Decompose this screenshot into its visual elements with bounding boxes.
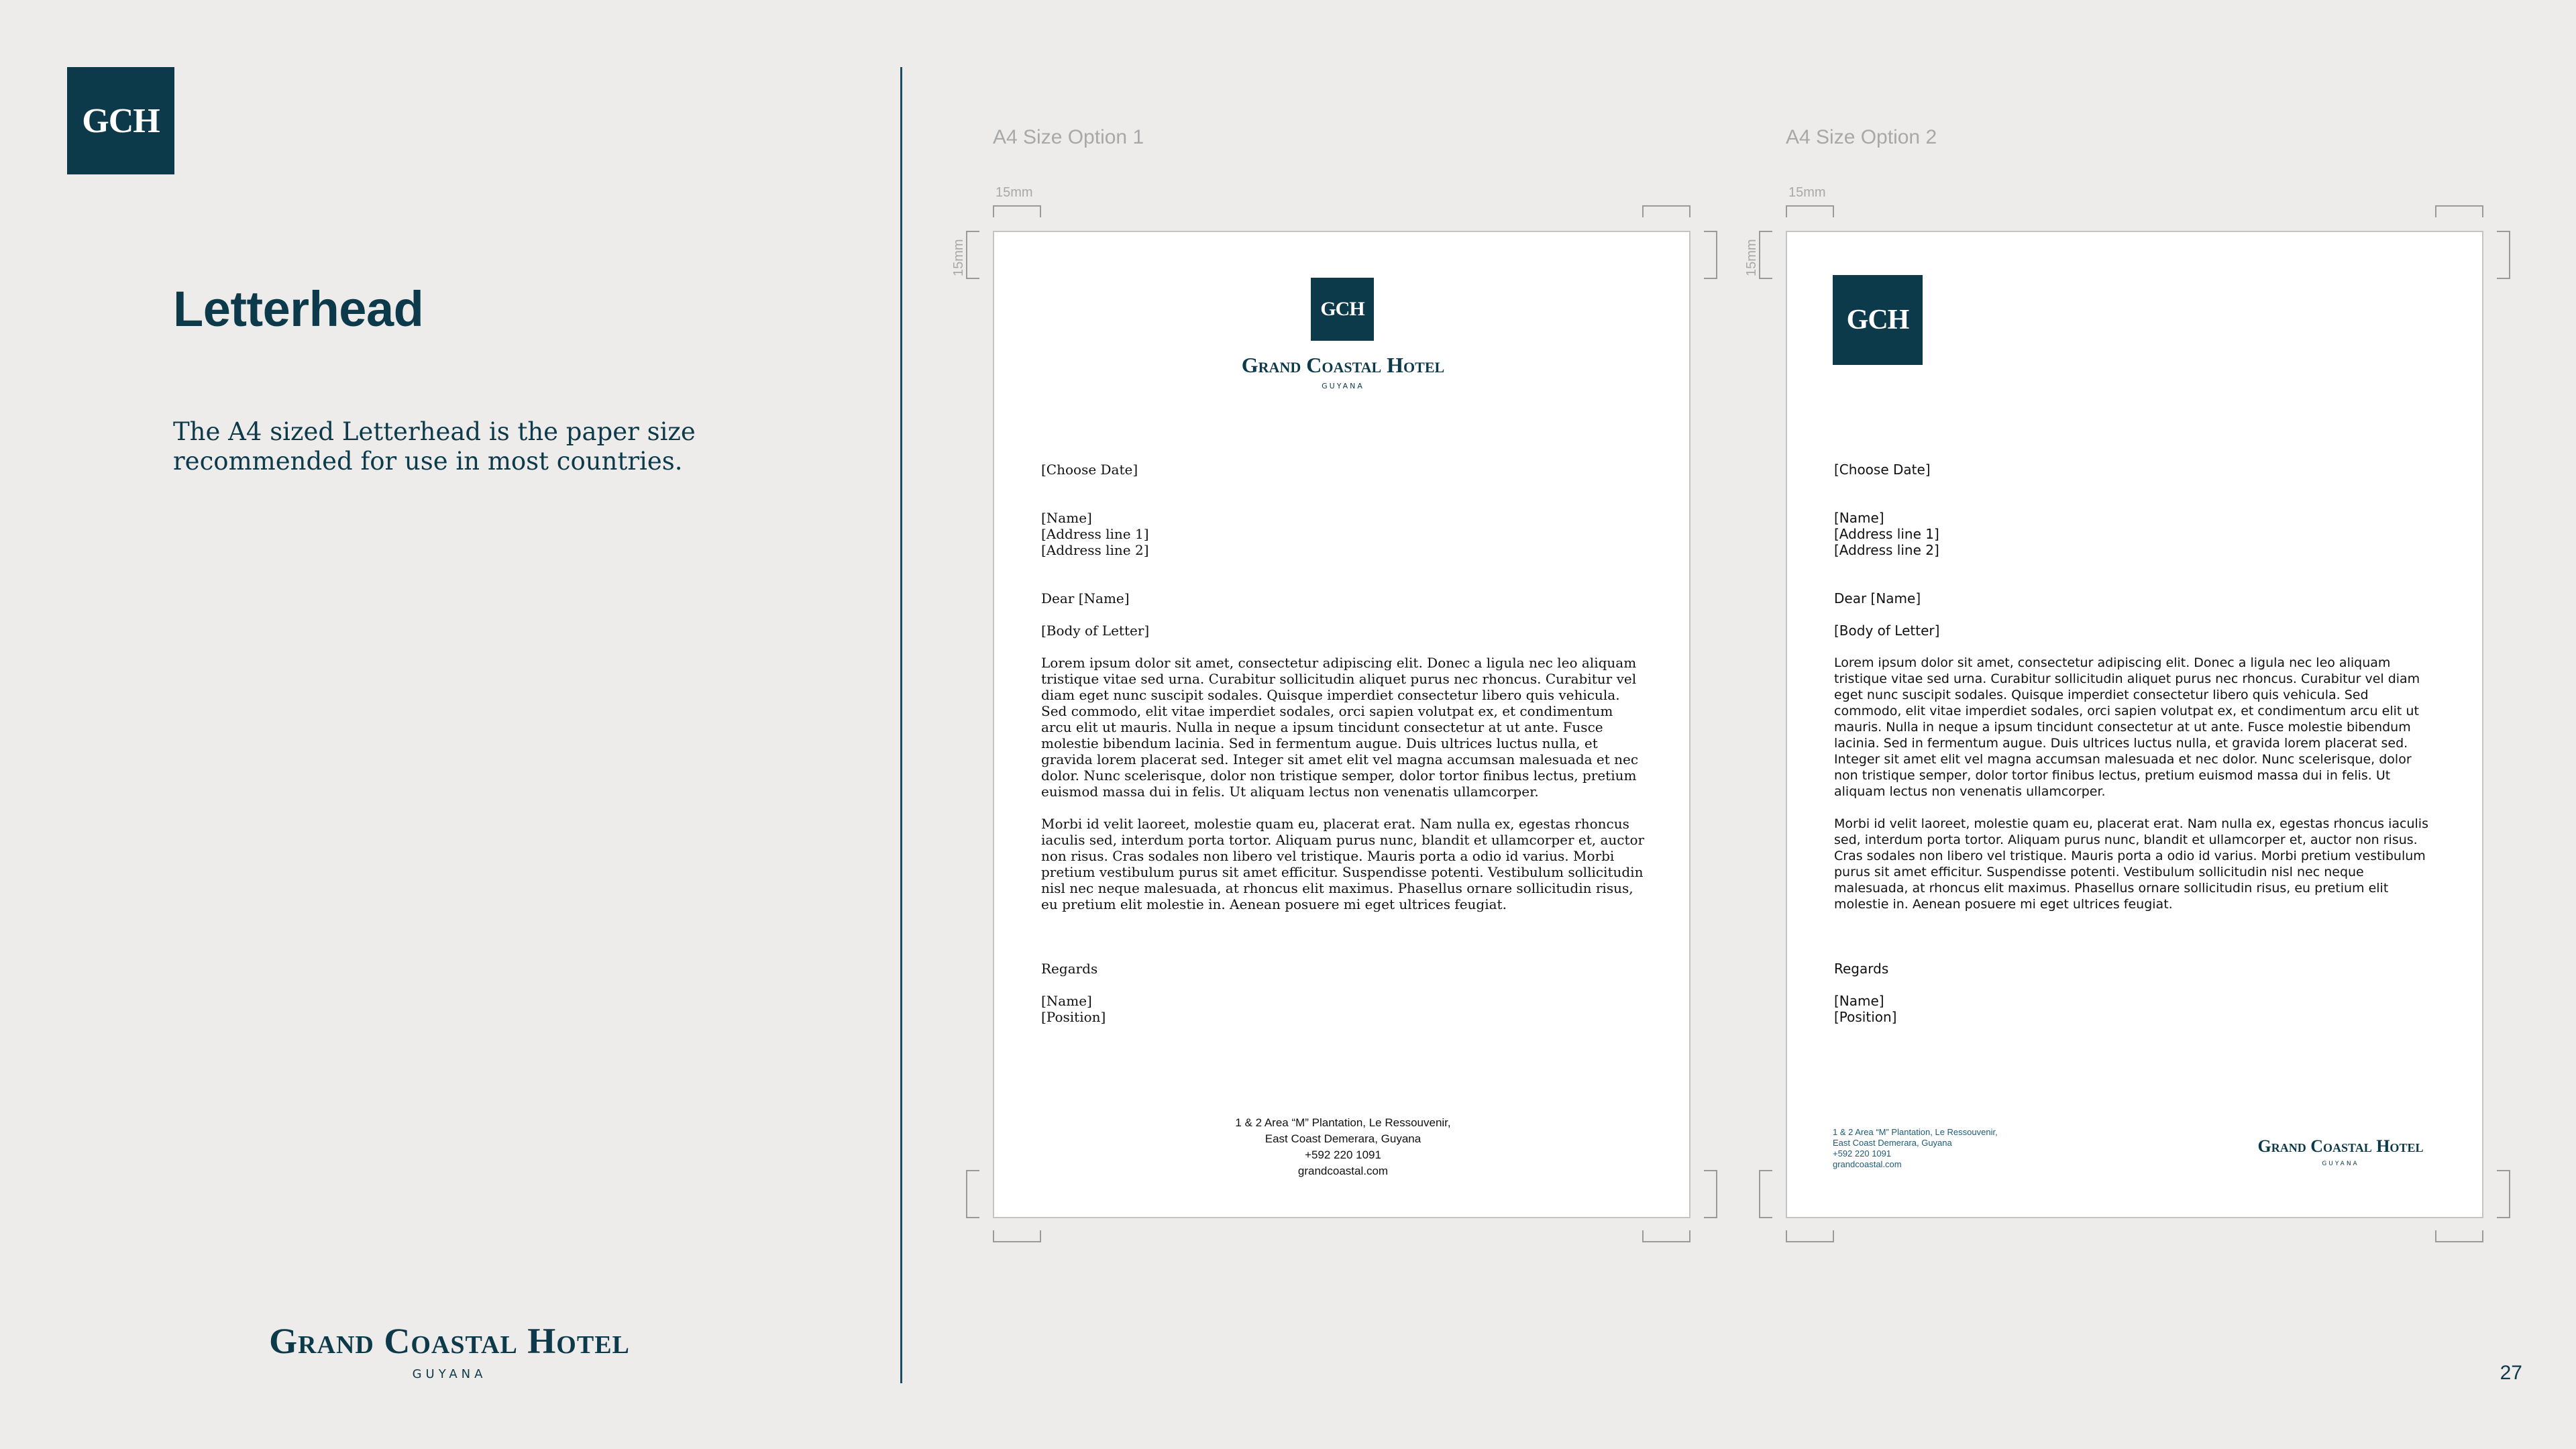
- margin-marker: [2497, 1170, 2510, 1218]
- margin-marker: [966, 231, 979, 279]
- letter-date: [Choose Date]: [1041, 462, 1138, 478]
- brand-name: Grand Coastal Hotel: [1241, 353, 1445, 377]
- brand-location: GUYANA: [412, 1367, 487, 1381]
- margin-marker: [2435, 1230, 2483, 1242]
- hotel-address: 1 & 2 Area “M” Plantation, Le Ressouvenir, East Coast Demerara, Guyana +592 220 1091 grandcoastal.com: [1235, 1116, 1451, 1177]
- brand-wordmark: [2230, 1136, 2451, 1167]
- page-number: 27: [2500, 1362, 2522, 1384]
- gch-logo: GCH: [1311, 278, 1374, 341]
- margin-left-label: 15mm: [951, 239, 966, 276]
- margin-marker: [2435, 205, 2483, 217]
- margin-marker: [1786, 205, 1834, 217]
- margin-left-label: 15mm: [1744, 239, 1759, 276]
- letter-salutation: Dear [Name]: [1041, 590, 1130, 606]
- vertical-divider: [900, 67, 902, 1383]
- letter-signature: [Name] [Position]: [1041, 993, 1106, 1025]
- brand-wordmark: [1175, 353, 1511, 390]
- option-1-label: A4 Size Option 1: [993, 126, 1144, 148]
- brand-location: GUYANA: [1322, 382, 1364, 390]
- margin-marker: [1786, 1230, 1834, 1242]
- letter-signature: [Name] [Position]: [1834, 993, 1897, 1025]
- margin-marker: [1704, 1170, 1717, 1218]
- option-2-label: A4 Size Option 2: [1786, 126, 1937, 148]
- letter-paragraph: Lorem ipsum dolor sit amet, consectetur adipiscing elit. Donec a ligula nec leo aliquam tristique vitae sed urna. Curabitur sollicitudin aliquet purus nec rhoncus. Curabitur vel diam eget nunc suscipit sodales. Quisque imperdiet consectetur libero quis vehicula. Sed commodo, elit vitae imperdiet sodales, orci sapien volutpat ex, et condimentum arcu elit ut mauris. Nulla in neque a ipsum tincidunt consectetur at ut ante. Fusce molestie bibendum lacinia. Sed in fermentum augue. Duis ultrices luctus nulla, et gravida lorem placerat sed. Integer sit amet elit vel magna accumsan malesuada et nec dolor. Nunc scelerisque, dolor non tristique semper, dolor tortor finibus lectus, pretium euismod massa dui in felis. Ut aliquam lectus non venenatis ullamcorper.: [1834, 655, 2420, 799]
- margin-marker: [1704, 231, 1717, 279]
- brand-name: Grand Coastal Hotel: [269, 1321, 630, 1361]
- margin-marker: [1642, 205, 1690, 217]
- margin-marker: [2497, 231, 2510, 279]
- margin-marker: [993, 1230, 1041, 1242]
- page-title: Letterhead: [173, 281, 424, 337]
- letter-body-label: [Body of Letter]: [1834, 623, 1940, 639]
- letter-paragraph: Morbi id velit laoreet, molestie quam eu, placerat erat. Nam nulla ex, egestas rhoncus iaculis sed, interdum porta tortor. Aliquam purus nunc, blandit et ullamcorper et, auctor non risus. Cras sodales non libero vel tristique. Mauris porta a odio id varius. Morbi pretium vestibulum purus sit amet efficitur. Suspendisse potenti. Vestibulum sollicitudin nisl nec neque malesuada, at rhoncus elit maximus. Phasellus ornare sollicitudin risus, eu pretium elit molestie in. Aenean posuere mi eget ultrices feugiat.: [1834, 816, 2428, 912]
- gch-logo: GCH: [67, 67, 174, 174]
- section-description: The A4 sized Letterhead is the paper size recommended for use in most countries.: [173, 417, 696, 476]
- margin-top-label: 15mm: [1788, 185, 1826, 200]
- hotel-address: 1 & 2 Area “M” Plantation, Le Ressouvenir, East Coast Demerara, Guyana +592 220 1091 grandcoastal.com: [1833, 1127, 1998, 1169]
- letter-body-label: [Body of Letter]: [1041, 623, 1150, 639]
- letter-date: [Choose Date]: [1834, 462, 1931, 478]
- margin-marker: [993, 205, 1041, 217]
- letterhead-option-1: [993, 231, 1690, 1218]
- margin-marker: [1642, 1230, 1690, 1242]
- letter-closing: Regards: [1041, 961, 1098, 977]
- margin-marker: [1759, 1170, 1772, 1218]
- margin-top-label: 15mm: [996, 185, 1033, 200]
- letter-closing: Regards: [1834, 961, 1889, 977]
- margin-marker: [966, 1170, 979, 1218]
- letter-recipient: [Name] [Address line 1] [Address line 2]: [1041, 510, 1149, 558]
- letter-paragraph: Morbi id velit laoreet, molestie quam eu, placerat erat. Nam nulla ex, egestas rhoncus iaculis sed, interdum porta tortor. Aliquam purus nunc, blandit et ullamcorper et, auctor non risus. Cras sodales non libero vel tristique. Mauris porta a odio id varius. Morbi pretium vestibulum purus sit amet efficitur. Suspendisse potenti. Vestibulum sollicitudin nisl nec neque malesuada, at rhoncus elit maximus. Phasellus ornare sollicitudin risus, eu pretium elit molestie in. Aenean posuere mi eget ultrices feugiat.: [1041, 816, 1645, 912]
- gch-logo: GCH: [1833, 275, 1923, 365]
- letterhead-option-2: [1786, 231, 2483, 1218]
- margin-marker: [1759, 231, 1772, 279]
- brand-wordmark: [255, 1320, 644, 1381]
- brand-name: Grand Coastal Hotel: [2257, 1136, 2424, 1156]
- letter-salutation: Dear [Name]: [1834, 590, 1921, 606]
- letter-paragraph: Lorem ipsum dolor sit amet, consectetur adipiscing elit. Donec a ligula nec leo aliquam tristique vitae sed urna. Curabitur sollicitudin aliquet purus nec rhoncus. Curabitur vel diam eget nunc suscipit sodales. Quisque imperdiet consectetur libero quis vehicula. Sed commodo, elit vitae imperdiet sodales, orci sapien volutpat ex, et condimentum arcu elit ut mauris. Nulla in neque a ipsum tincidunt consectetur at ut ante. Fusce molestie bibendum lacinia. Sed in fermentum augue. Duis ultrices luctus nulla, et gravida lorem placerat sed. Integer sit amet elit vel magna accumsan malesuada et nec dolor. Nunc scelerisque, dolor non tristique semper, dolor tortor finibus lectus, pretium euismod massa dui in felis. Ut aliquam lectus non venenatis ullamcorper.: [1041, 655, 1639, 800]
- letter-recipient: [Name] [Address line 1] [Address line 2]: [1834, 510, 1939, 558]
- brand-location: GUYANA: [2322, 1161, 2359, 1167]
